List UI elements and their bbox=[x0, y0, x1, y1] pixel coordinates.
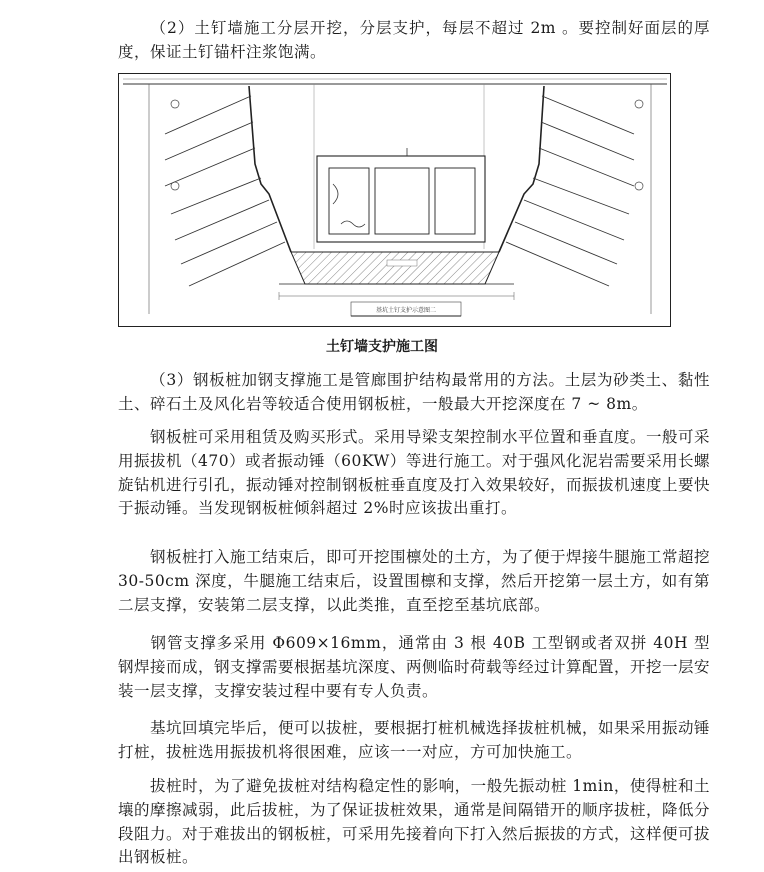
paragraph-2-text: （2）土钉墙施工分层开挖，分层支护，每层不超过 2m 。要控制好面层的厚度，保证土钉锚杆注浆饱满。 bbox=[118, 19, 710, 61]
paragraph-7-text: 基坑回填完毕后，便可以拔桩，要根据打桩机械选择拔桩机械，如果采用振动锤打桩，拔桩选用振拔机将很困难，应该一一对应，方可加快施工。 bbox=[118, 719, 711, 761]
soil-nail-wall-figure bbox=[118, 73, 671, 327]
paragraph-2 bbox=[118, 17, 710, 65]
paragraph-3 bbox=[118, 369, 710, 417]
paragraph-4-text: 钢板桩可采用租赁及购买形式。采用导梁支架控制水平位置和垂直度。一般可采用振拔机（470）或者振动锤（60KW）等进行施工。对于强风化泥岩需要采用长螺旋钻机进行引孔，振动锤对控制钢板桩垂直度及打入效果较好，而振拔机速度上要快于振动锤。当发现钢板桩倾斜超过 2%时应该拔出重打。 bbox=[118, 428, 711, 518]
figure-inner-title: 基坑土钉支护示意图二 bbox=[375, 307, 437, 314]
paragraph-5 bbox=[118, 546, 710, 617]
paragraph-5-text: 钢板桩打入施工结束后，即可开挖围檩处的土方，为了便于焊接牛腿施工常超挖 30-50cm 深度，牛腿施工结束后，设置围檩和支撑，然后开挖第一层土方，如有第二层支撑，安装第二层支撑，以此类推，直至挖至基坑底部。 bbox=[118, 548, 711, 614]
paragraph-6-text: 钢管支撑多采用 Φ609×16mm，通常由 3 根 40B 工型钢或者双拼 40H 型钢焊接而成，钢支撑需要根据基坑深度、两侧临时荷载等经过计算配置，开挖一层安装一层支撑，支撑安装过程中要有专人负责。 bbox=[118, 634, 711, 700]
paragraph-6 bbox=[118, 632, 710, 703]
soil-nail-diagram bbox=[119, 74, 672, 328]
figure-caption: 土钉墙支护施工图 bbox=[326, 339, 438, 355]
paragraph-4 bbox=[118, 426, 710, 521]
paragraph-7 bbox=[118, 717, 710, 765]
paragraph-8 bbox=[118, 775, 710, 870]
paragraph-8-text: 拔桩时，为了避免拔桩对结构稳定性的影响，一般先振动桩 1min，使得桩和土壤的摩擦减弱，此后拔桩，为了保证拔桩效果，通常是间隔错开的顺序拔桩，降低分段阻力。对于难拔出的钢板桩，可采用先接着向下打入然后振拔的方式，这样便可拔出钢板桩。 bbox=[118, 777, 711, 867]
paragraph-3-text: （3）钢板桩加钢支撑施工是管廊围护结构最常用的方法。土层为砂类土、黏性土、碎石土及风化岩等较适合使用钢板桩，一般最大开挖深度在 7 ~ 8m。 bbox=[118, 371, 710, 413]
